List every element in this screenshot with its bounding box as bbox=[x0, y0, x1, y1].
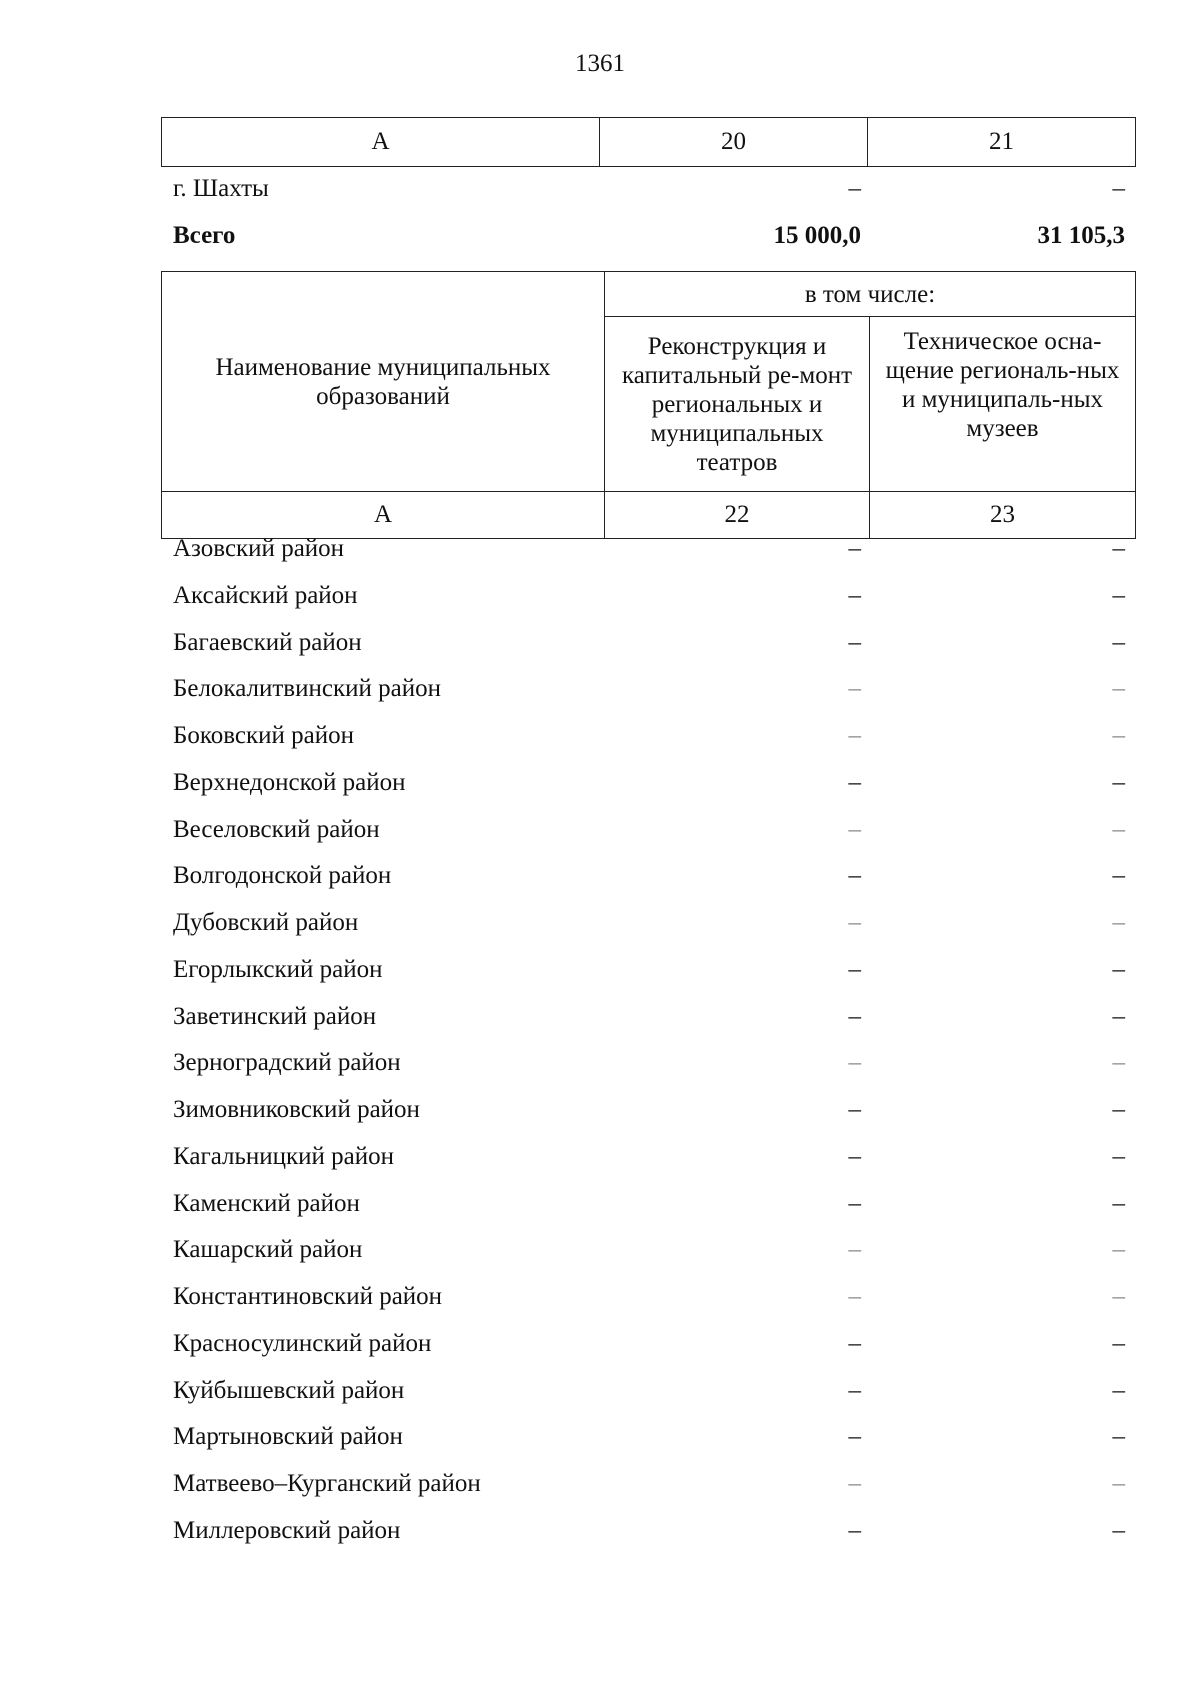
district-name: Дубовский район bbox=[173, 909, 359, 936]
museum-value: – bbox=[1112, 768, 1125, 796]
continued-table-header bbox=[161, 117, 1136, 167]
museum-value: – bbox=[1112, 1516, 1125, 1544]
table-row bbox=[161, 173, 1135, 220]
museum-value: – bbox=[1112, 862, 1125, 890]
district-name: Миллеровский район bbox=[173, 1516, 401, 1544]
district-name: Кашарский район bbox=[173, 1236, 363, 1264]
district-name: Багаевский район bbox=[173, 628, 362, 656]
museum-value: – bbox=[1112, 1376, 1125, 1404]
column-a-header: А bbox=[162, 118, 600, 167]
district-name: Константиновский район bbox=[173, 1283, 443, 1310]
theatre-value: – bbox=[848, 1423, 861, 1451]
museum-value: – bbox=[1112, 1470, 1125, 1497]
table-row bbox=[161, 1140, 1135, 1187]
theatre-value: – bbox=[848, 909, 861, 936]
museum-value: – bbox=[1112, 815, 1125, 843]
museum-value: – bbox=[1112, 1236, 1125, 1264]
theatre-value: – bbox=[848, 722, 861, 749]
row-value-21: 31 105,3 bbox=[1037, 222, 1125, 249]
theatre-value: – bbox=[848, 1189, 861, 1217]
including-group-header: в том числе: bbox=[605, 272, 1136, 317]
district-name: Красносулинский район bbox=[173, 1329, 432, 1357]
theatre-value: – bbox=[848, 862, 861, 890]
row-value-21: – bbox=[1112, 175, 1125, 202]
table-row bbox=[161, 1374, 1135, 1421]
theatre-value: – bbox=[848, 955, 861, 983]
column-21-header: 21 bbox=[868, 118, 1136, 167]
theatre-value: – bbox=[848, 1470, 861, 1497]
theatre-value: – bbox=[848, 1329, 861, 1357]
museum-value: – bbox=[1112, 1423, 1125, 1451]
table-row bbox=[161, 1467, 1135, 1514]
district-name: Егорлыкский район bbox=[173, 955, 383, 983]
column-number-row bbox=[162, 118, 1136, 167]
museum-value: – bbox=[1112, 1002, 1125, 1030]
district-name: Каменский район bbox=[173, 1189, 360, 1217]
museum-value: – bbox=[1112, 675, 1125, 703]
table-row bbox=[161, 1187, 1135, 1234]
row-name: Всего bbox=[173, 222, 236, 249]
district-name: Белокалитвинский район bbox=[173, 675, 441, 703]
theatre-reconstruction-column-header: Реконструкция и капитальный ре-монт региональных и муниципальных театров bbox=[605, 317, 870, 492]
table-row bbox=[161, 626, 1135, 673]
district-name: Азовский район bbox=[173, 535, 345, 562]
table-row bbox=[161, 1000, 1135, 1047]
museum-value: – bbox=[1112, 1329, 1125, 1357]
district-name: Куйбышевский район bbox=[173, 1376, 405, 1404]
column-20-header: 20 bbox=[600, 118, 868, 167]
theatre-value: – bbox=[848, 1376, 861, 1404]
museum-value: – bbox=[1112, 955, 1125, 983]
museum-value: – bbox=[1112, 535, 1125, 562]
table-row bbox=[161, 1280, 1135, 1327]
table-row bbox=[161, 579, 1135, 626]
museum-value: – bbox=[1112, 722, 1125, 749]
row-value-20: 15 000,0 bbox=[773, 222, 861, 249]
museum-equipment-column-header: Техническое осна-щение региональ-ных и муниципаль-ных музеев bbox=[870, 317, 1136, 492]
theatre-value: – bbox=[848, 581, 861, 609]
museum-value: – bbox=[1112, 1142, 1125, 1170]
district-rows bbox=[161, 532, 1135, 1561]
summary-rows bbox=[161, 173, 1135, 267]
table-row bbox=[161, 813, 1135, 860]
district-name: Верхнедонской район bbox=[173, 768, 406, 796]
table-row bbox=[161, 1093, 1135, 1140]
district-name: Боковский район bbox=[173, 722, 354, 749]
table-row bbox=[161, 1420, 1135, 1467]
district-name: Волгодонской район bbox=[173, 862, 392, 890]
table-header bbox=[161, 271, 1136, 539]
table-row bbox=[161, 859, 1135, 906]
table-row bbox=[161, 906, 1135, 953]
district-name: Мартыновский район bbox=[173, 1423, 403, 1451]
page-number: 1361 bbox=[575, 50, 625, 77]
row-name: г. Шахты bbox=[173, 175, 269, 202]
table-row bbox=[161, 1046, 1135, 1093]
theatre-value: – bbox=[848, 1142, 861, 1170]
table-row bbox=[161, 766, 1135, 813]
district-name: Зимовниковский район bbox=[173, 1096, 420, 1123]
municipality-name-column-header: Наименование муниципальных образований bbox=[162, 272, 605, 492]
museum-value: – bbox=[1112, 1049, 1125, 1077]
table-row bbox=[161, 532, 1135, 579]
museum-value: – bbox=[1112, 628, 1125, 656]
theatre-value: – bbox=[848, 1283, 861, 1310]
museum-value: – bbox=[1112, 581, 1125, 609]
theatre-value: – bbox=[848, 768, 861, 796]
theatre-value: – bbox=[848, 815, 861, 843]
total-row bbox=[161, 220, 1135, 267]
district-name: Зерноградский район bbox=[173, 1049, 401, 1077]
theatre-value: – bbox=[848, 1049, 861, 1077]
museum-value: – bbox=[1112, 1096, 1125, 1123]
column-a-number: А bbox=[162, 492, 605, 539]
theatre-value: – bbox=[848, 535, 861, 562]
theatre-value: – bbox=[848, 628, 861, 656]
museum-value: – bbox=[1112, 909, 1125, 936]
row-value-20: – bbox=[848, 175, 861, 202]
table-row bbox=[161, 1233, 1135, 1280]
theatre-value: – bbox=[848, 1002, 861, 1030]
theatre-value: – bbox=[848, 1096, 861, 1123]
table-row bbox=[161, 672, 1135, 719]
district-name: Веселовский район bbox=[173, 815, 380, 843]
museum-value: – bbox=[1112, 1189, 1125, 1217]
district-name: Матвеево–Курганский район bbox=[173, 1470, 481, 1497]
theatre-value: – bbox=[848, 675, 861, 703]
district-name: Заветинский район bbox=[173, 1002, 377, 1030]
table-row bbox=[161, 719, 1135, 766]
table-row bbox=[161, 953, 1135, 1000]
column-22-number: 22 bbox=[605, 492, 870, 539]
district-name: Аксайский район bbox=[173, 581, 358, 609]
theatre-value: – bbox=[848, 1516, 861, 1544]
district-name: Кагальницкий район bbox=[173, 1142, 395, 1170]
column-23-number: 23 bbox=[870, 492, 1136, 539]
table-row bbox=[161, 1514, 1135, 1561]
museum-value: – bbox=[1112, 1283, 1125, 1310]
theatre-value: – bbox=[848, 1236, 861, 1264]
table-row bbox=[161, 1327, 1135, 1374]
